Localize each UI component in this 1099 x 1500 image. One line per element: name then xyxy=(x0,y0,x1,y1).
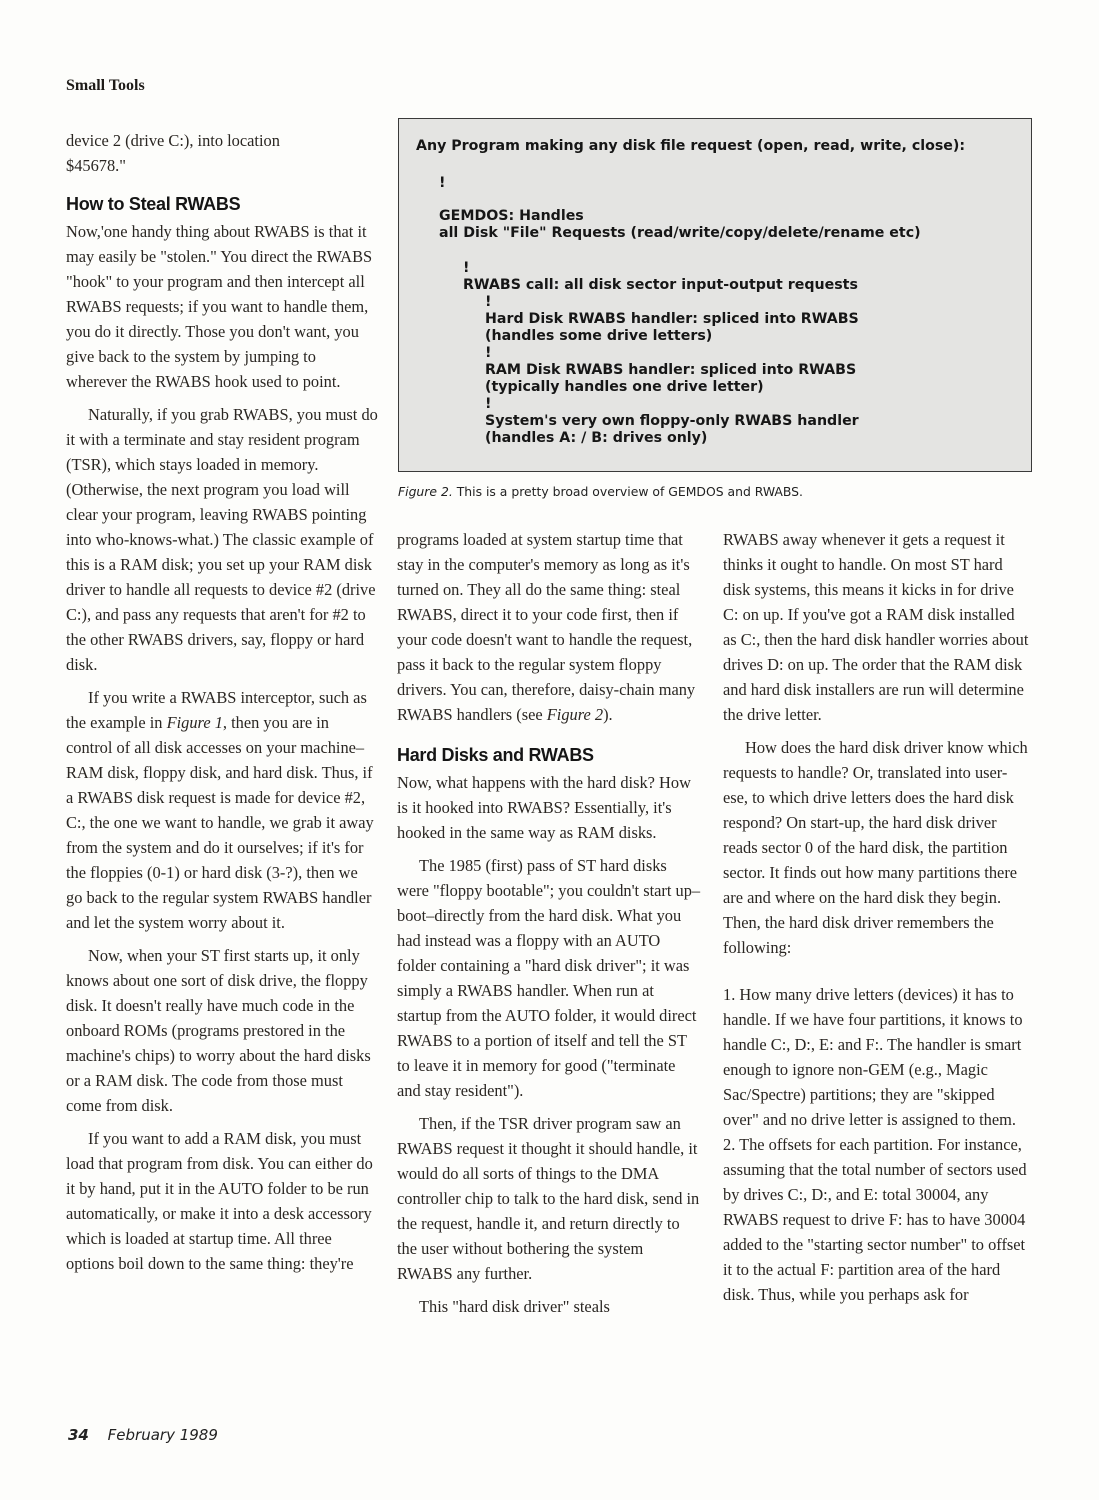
page-footer xyxy=(68,1426,218,1444)
text: If you write a RWABS interceptor, such as the example in xyxy=(66,688,367,732)
paragraph xyxy=(397,527,702,727)
paragraph: Now, when your ST first starts up, it only knows about one sort of disk drive, the floppy disk. It doesn't really have much code in the onboard ROMs (programs prestored in the machine's chips) to worry about the hard disks or a RAM disk. The code from those must come from disk. xyxy=(66,946,371,1115)
figure-connector: ! xyxy=(485,345,492,361)
paragraph: How does the hard disk driver know which requests to handle? Or, translated into user-ese, to which drive letters does the hard disk respond? On start-up, the hard disk driver reads sector 0 of the hard disk, the partition sector. It finds out how many partitions there are and where on the hard disk they begin. Then, the hard disk driver remembers the following: xyxy=(723,738,1028,957)
paragraph: If you want to add a RAM disk, you must load that program from disk. You can either do it by hand, put it in the AUTO folder to be run automatically, or make it into a desk accessory which is loaded at startup time. All three options boil down to the same thing: they're xyxy=(66,1129,373,1273)
text: ). xyxy=(603,705,613,724)
figure-line-ram-disk-detail: (typically handles one drive letter) xyxy=(485,379,764,395)
figure-caption-text: This is a pretty broad overview of GEMDOS and RWABS. xyxy=(452,484,803,499)
figure-connector: ! xyxy=(439,175,446,191)
text: programs loaded at system startup time that stay in the computer's memory as long as it's turned on. They all do the same thing: steal RWABS, direct it to your code first, then if your code doesn't want to handle the request, pass it back to the regular system floppy drivers. You can, therefore, daisy-chain many RWABS handlers (see xyxy=(397,530,696,724)
figure-line-ram-disk: RAM Disk RWABS handler: spliced into RWABS xyxy=(485,362,857,378)
figure-reference: Figure 2 xyxy=(546,705,604,724)
list-item: 2. The offsets for each partition. For instance, assuming that the total number of sectors used by drives C:, D:, and E: total 30004, any RWABS request to drive F: has to have 30004 added to the "starting sector number" to offset it to the actual F: partition area of the hard disk. Thus, while you perhaps ask for xyxy=(723,1135,1027,1304)
paragraph xyxy=(66,685,378,935)
paragraph: Now,'one handy thing about RWABS is that it may easily be "stolen." You direct the RWABS "hook" to your program and then intercept all RWABS requests; if you want to handle them, you do it directly. Those you don't want, you give back to the system by jumping to wherever the RWABS hook used to point. xyxy=(66,222,373,391)
figure-connector: ! xyxy=(463,260,470,276)
section-label: Small Tools xyxy=(66,77,145,94)
figure-line-system-floppy-detail: (handles A: / B: drives only) xyxy=(485,430,708,446)
text: , then you are in control of all disk accesses on your machine–RAM disk, floppy disk, and hard disk. Thus, if a RWABS disk request is made for device #2, C:, the one we want to handle, we grab it away from the system and do it ourselves; if it's for the floppies (0-1) or hard disk (3-?), then we go back to the regular system RWABS handler and let the system worry about it. xyxy=(66,713,374,932)
column-2 xyxy=(397,527,702,1327)
figure-caption xyxy=(398,484,803,499)
figure-line-gemdos-detail: all Disk "File" Requests (read/write/copy/delete/rename etc) xyxy=(439,225,921,241)
figure-reference: Figure 1 xyxy=(166,713,223,732)
figure-line-gemdos: GEMDOS: Handles xyxy=(439,208,584,224)
paragraph: Then, if the TSR driver program saw an RWABS request it thought it should handle, it would do all sorts of things to the DMA controller chip to talk to the hard disk, send in the request, handle it, and return directly to the user without bothering the system RWABS any further. xyxy=(397,1114,700,1283)
figure-line-program: Any Program making any disk file request (open, read, write, close): xyxy=(416,138,966,154)
list-item: 1. How many drive letters (devices) it has to handle. If we have four partitions, it knows to handle C:, D:, E: and F:. The handler is smart enough to ignore non-GEM (e.g., Magic Sac/Spectre) partitions; they are "skipped over" and no drive letter is assigned to them. xyxy=(723,985,1023,1129)
paragraph: device 2 (drive C:), into location $45678." xyxy=(66,131,280,175)
heading-hard-disks: Hard Disks and RWABS xyxy=(397,745,594,765)
paragraph: The 1985 (first) pass of ST hard disks were "floppy bootable"; you couldn't start up–boot–directly from the hard disk. What you had instead was a floppy with an AUTO folder containing a "hard disk driver"; it was simply a RWABS handler. When run at startup from the AUTO folder, it would direct RWABS to a portion of itself and tell the ST to leave it in memory for good ("terminate and stay resident"). xyxy=(397,856,701,1100)
issue-date: February 1989 xyxy=(107,1426,218,1444)
figure-line-rwabs: RWABS call: all disk sector input-output requests xyxy=(463,277,858,293)
paragraph: Now, what happens with the hard disk? How is it hooked into RWABS? Essentially, it's hooked in the same way as RAM disks. xyxy=(397,773,691,842)
figure-line-system-floppy: System's very own floppy-only RWABS handler xyxy=(485,413,859,429)
column-3 xyxy=(723,527,1032,1307)
paragraph: RWABS away whenever it gets a request it thinks it ought to handle. On most ST hard disk systems, this means it kicks in for drive C: on up. If you've got a RAM disk installed as C:, then the hard disk handler worries about drives D: on up. The order that the RAM disk and hard disk installers are run will determine the drive letter. xyxy=(723,530,1029,724)
figure-line-hard-disk: Hard Disk RWABS handler: spliced into RWABS xyxy=(485,311,859,327)
numbered-list xyxy=(723,982,1032,1307)
figure-connector: ! xyxy=(485,294,492,310)
paragraph: This "hard disk driver" steals xyxy=(419,1297,610,1316)
figure-caption-label: Figure 2. xyxy=(398,484,453,499)
heading-steal-rwabs: How to Steal RWABS xyxy=(66,194,241,214)
page-number: 34 xyxy=(68,1426,89,1444)
figure-2-diagram xyxy=(398,118,1032,472)
figure-connector: ! xyxy=(485,396,492,412)
paragraph: Naturally, if you grab RWABS, you must do it with a terminate and stay resident program (TSR), which stays loaded in memory. (Otherwise, the next program you load will clear your program, leaving RWABS pointing into who-knows-what.) The classic example of this is a RAM disk; you set up your RAM disk driver to handle all requests to device #2 (drive C:), and pass any requests that aren't for #2 to the other RWABS drivers, say, floppy or hard disk. xyxy=(66,405,378,674)
figure-line-hard-disk-detail: (handles some drive letters) xyxy=(485,328,713,344)
column-1 xyxy=(66,128,378,1284)
